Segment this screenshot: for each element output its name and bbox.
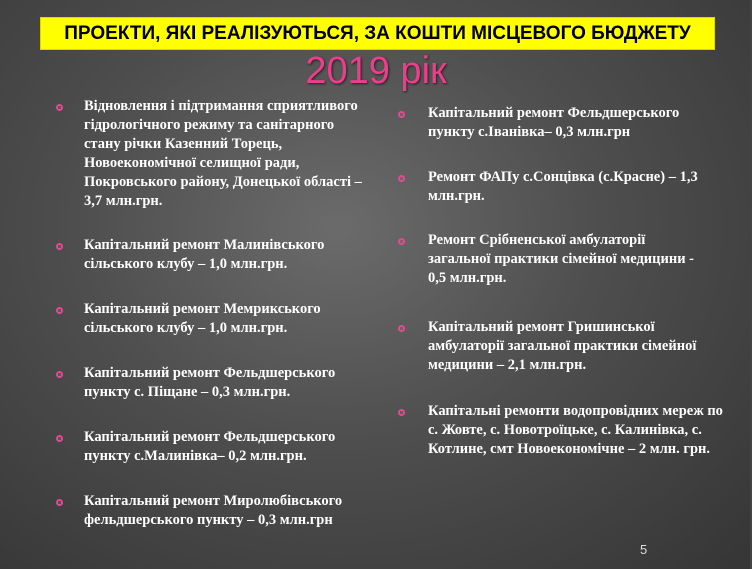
slide-year-heading: 2019 рік (305, 50, 447, 92)
bullet-icon (56, 104, 63, 111)
project-item: Ремонт ФАПу с.Сонцівка (с.Красне) – 1,3 млн.грн. (428, 169, 698, 204)
bullet-icon (56, 499, 63, 506)
project-item: Капітальні ремонти водопровідних мереж по с. Жовте, с. Новотроїцьке, с. Калинівка, с. Котлине, смт Новоекономічне – 2 млн. грн. (428, 403, 723, 457)
bullet-icon (398, 238, 405, 245)
project-item: Капітальний ремонт Фельдшерського пункту с.Іванівка– 0,3 млн.грн (428, 105, 680, 140)
project-item: Капітальний ремонт Мемрикського сільського клубу – 1,0 млн.грн. (84, 301, 321, 336)
project-item: Капітальний ремонт Гришинської амбулаторії загальної практики сімейної медицини – 2,1 млн.грн. (428, 319, 697, 373)
slide-title-banner: ПРОЕКТИ, ЯКІ РЕАЛІЗУЮТЬСЯ, ЗА КОШТИ МІСЦЕВОГО БЮДЖЕТУ (40, 17, 715, 50)
project-item: Відновлення і підтримання сприятливого гідрологічного режиму та санітарного стану річки Казенний Торець, Новоекономічної селищної ради, Покровського району, Донецької області – 3,7 млн.грн. (84, 98, 362, 209)
bullet-icon (398, 409, 405, 416)
project-item: Капітальний ремонт Фельдшерського пункту с.Малинівка– 0,2 млн.грн. (84, 429, 336, 464)
page-number: 5 (640, 542, 648, 557)
bullet-icon (398, 175, 405, 182)
project-item: Ремонт Срібненської амбулаторії загальної практики сімейної медицини - 0,5 млн.грн. (428, 232, 695, 286)
bullet-icon (56, 243, 63, 250)
project-item: Капітальний ремонт Миролюбівського фельдшерського пункту – 0,3 млн.грн (84, 493, 343, 528)
project-item: Капітальний ремонт Фельдшерського пункту с. Піщане – 0,3 млн.грн. (84, 365, 336, 400)
bullet-icon (56, 307, 63, 314)
project-item: Капітальний ремонт Малинівського сільського клубу – 1,0 млн.грн. (84, 237, 325, 272)
bullet-icon (398, 111, 405, 118)
bullet-icon (56, 371, 63, 378)
bullet-icon (56, 435, 63, 442)
bullet-icon (398, 325, 405, 332)
